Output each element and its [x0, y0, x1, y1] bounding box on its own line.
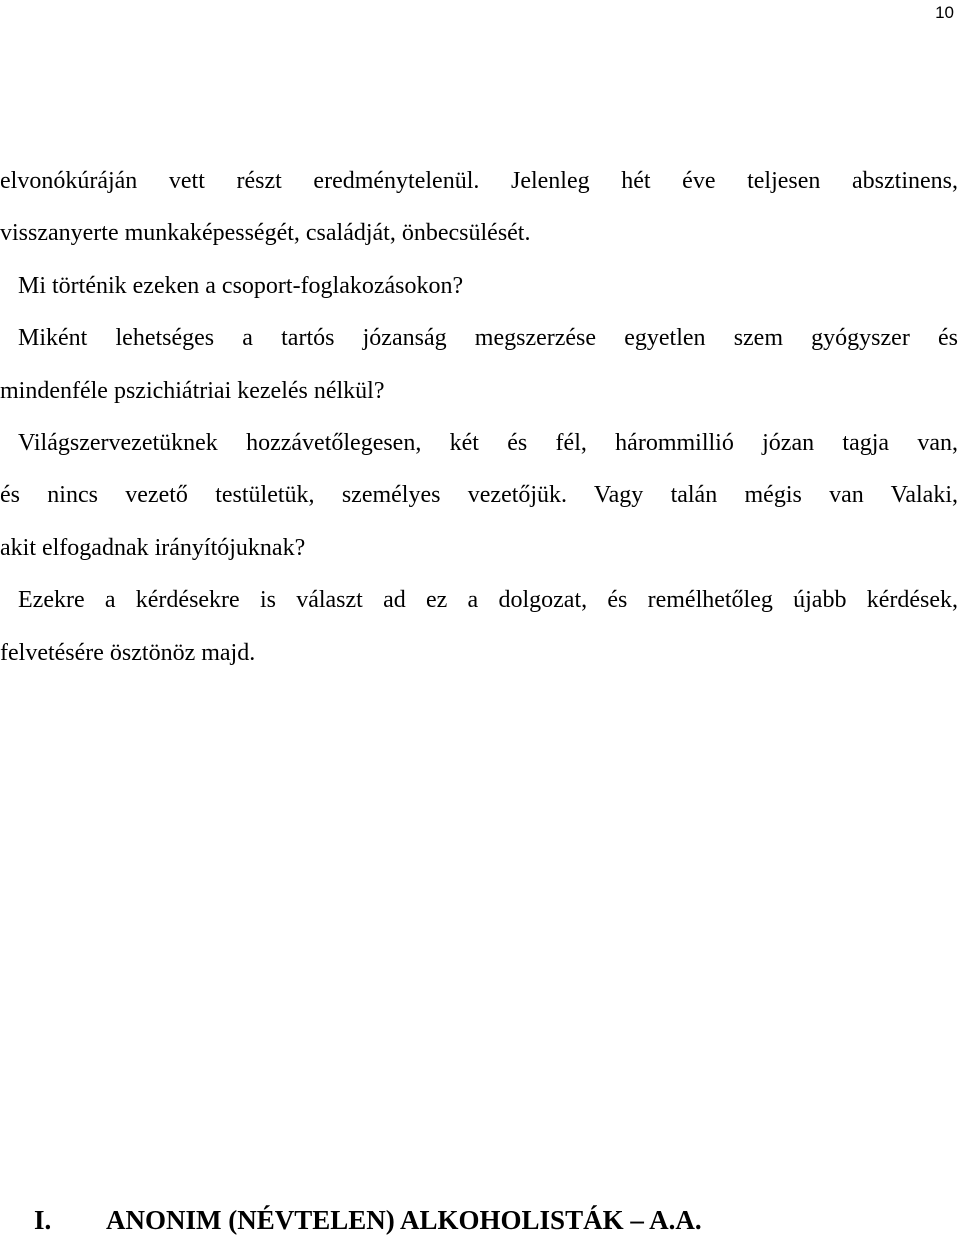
text-line: Miként lehetséges a tartós józanság megszerzése egyetlen szem gyógyszer és [18, 325, 958, 352]
text-line: elvonókúráján vett részt eredménytelenül. Jelenleg hét éve teljesen absztinens, [0, 168, 958, 194]
chapter-title: ANONIM (NÉVTELEN) ALKOHOLISTÁK – A.A. [106, 1205, 702, 1235]
text-line: Világszervezetüknek hozzávetőlegesen, két és fél, hárommillió józan tagja van, [18, 429, 958, 456]
body-text [0, 155, 958, 679]
text-line: mindenféle pszichiátriai kezelés nélkül? [0, 377, 385, 404]
text-line: felvetésére ösztönöz majd. [0, 639, 256, 666]
text-line: és nincs vezető testületük, személyes vezetőjük. Vagy talán mégis van Valaki, [0, 482, 958, 509]
chapter-heading [34, 1205, 702, 1236]
page-number: 10 [935, 3, 954, 22]
text-line: Mi történik ezeken a csoport-foglakozásokon? [18, 272, 464, 299]
text-line: akit elfogadnak irányítójuknak? [0, 534, 306, 561]
text-line: visszanyerte munkaképességét, családját, önbecsülését. [0, 220, 531, 247]
chapter-number: I. [34, 1205, 52, 1235]
text-line: Ezekre a kérdésekre is választ ad ez a dolgozat, és remélhetőleg újabb kérdések, [18, 587, 958, 614]
